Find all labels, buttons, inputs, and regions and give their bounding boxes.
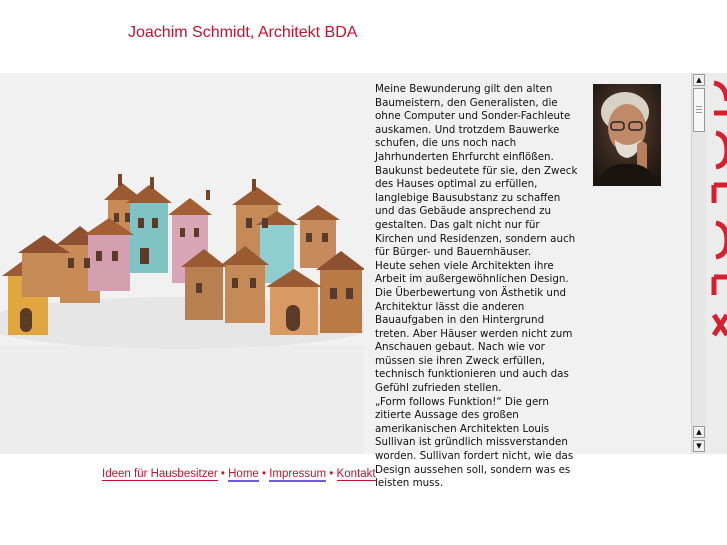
- scroll-down-button[interactable]: ▼: [693, 440, 705, 452]
- footer-separator: •: [258, 468, 270, 480]
- footer-separator: •: [217, 468, 229, 480]
- thumb-grip-line: [696, 112, 702, 113]
- scroll-thumb[interactable]: [693, 88, 705, 132]
- architect-portrait: [593, 84, 661, 186]
- footer-nav: [102, 468, 376, 480]
- thumb-grip-line: [696, 106, 702, 107]
- content-panel[interactable]: [364, 73, 691, 490]
- footer-link-ideen[interactable]: Ideen für Hausbesitzer: [102, 468, 218, 480]
- footer-separator: •: [326, 468, 337, 480]
- scroll-up-button-lower[interactable]: ▲: [693, 426, 705, 438]
- content-scrollbar[interactable]: [691, 73, 707, 454]
- site-title: Joachim Schmidt, Architekt BDA: [128, 24, 358, 41]
- houses-photo: [0, 73, 364, 345]
- footer-link-home[interactable]: Home: [228, 468, 259, 480]
- footer-link-kontakt[interactable]: Kontakt: [336, 468, 376, 480]
- footer-link-impressum[interactable]: Impressum: [269, 468, 327, 480]
- article-text: Meine Bewunderung gilt den alten Baumeistern, den Generalisten, die ohne Computer und Sonder-Fachleute auskamen. Und trotzdem Bauwerke schufen, die uns noch nach Jahrhunderten Ehrfurcht einflößen. Baukunst bedeutete für sie, den Zweck des Hauses optimal zu erfüllen, langlebige Bausubstanz zu schaffen und das Gebäude ansprechend zu gestalten. Das galt nicht nur für Kirchen und Residenzen, sondern auch für Bürger- und Bauernhäuser. Heute sehen viele Architekten ihre Arbeit im außergewöhnlichen Design. Die Überbewertung von Ästhetik und Architektur lässt die anderen Bauaufgaben in den Hintergrund treten. Aber Häuser werden nicht zum Anschauen gebaut. Nach wie vor müssen sie ihren Zweck erfüllen, technisch funktionieren und auch das Gefühl zufrieden stellen. „Form follows Funktion!“ Die gern zitierte Aussage des großen amerikanischen Architekten Louis Sullivan ist gründlich missverstanden worden. Sullivan fordert nicht, wie das Design aussehen soll, sondern was es leisten muss.: [375, 83, 578, 490]
- thumb-grip-line: [696, 109, 702, 110]
- decorative-side-strip: [706, 73, 727, 454]
- scroll-up-button[interactable]: ▲: [693, 74, 705, 86]
